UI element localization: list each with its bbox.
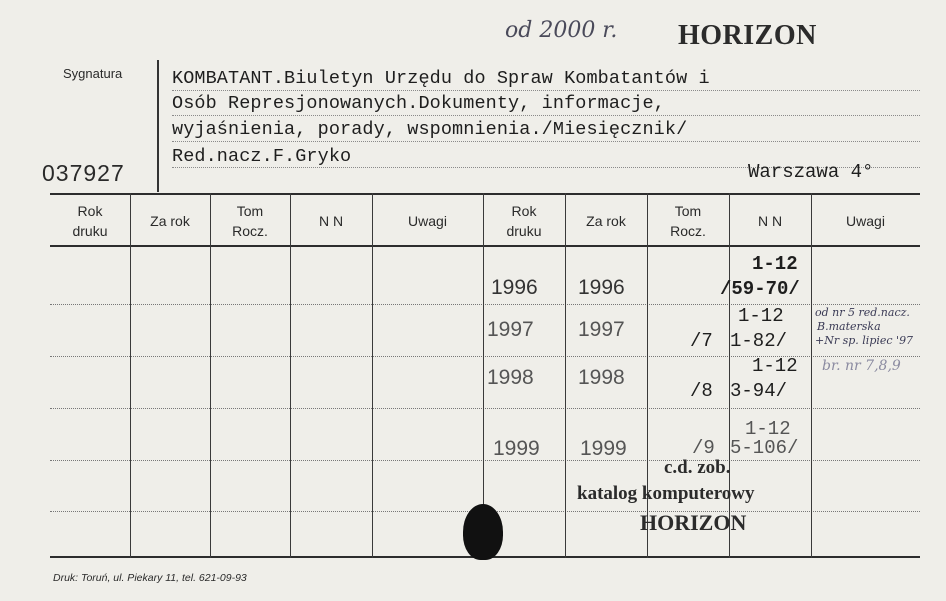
row-1996-nn-top: 1-12 (752, 253, 798, 275)
continuation-line-1: c.d. zob. (664, 457, 731, 478)
header-nn-2: N N (757, 213, 783, 229)
row-1996-rok-druku: 1996 (491, 276, 538, 299)
row-1996-za-rok: 1996 (578, 276, 625, 299)
row-1996-nn-bottom: /59-70/ (720, 278, 800, 300)
row-1999-nn-top: 1-12 (745, 418, 791, 440)
column-divider (565, 193, 566, 558)
row-1997-note-line-2: B.materska (817, 320, 881, 333)
column-divider (372, 193, 373, 558)
table-top-rule (50, 193, 920, 195)
signature-label: Sygnatura (63, 66, 123, 81)
row-1997-rok-druku: 1997 (487, 318, 534, 341)
title-line-4: Red.nacz.F.Gryko (172, 146, 352, 167)
row-1998-za-rok: 1998 (578, 366, 625, 389)
column-divider (130, 193, 131, 558)
title-line-1: KOMBATANT.Biuletyn Urzędu do Spraw Kombatantów i (172, 68, 710, 89)
horizon-stamp-bottom: HORIZON (640, 510, 747, 535)
header-divider (157, 60, 159, 192)
row-1998-tom: /8 (690, 380, 713, 402)
row-1997-note-line-3: +Nr sp. lipiec '97 (815, 334, 914, 347)
price-note: od 2000 r. (505, 18, 618, 43)
title-line-2: Osób Represjonowanych.Dokumenty, informacje, (172, 93, 665, 114)
row-1999-nn-bottom: 5-106/ (730, 437, 799, 459)
title-line-3: wyjaśnienia, porady, wspomnienia./Miesięcznik/ (172, 119, 688, 140)
row-rule (50, 304, 920, 305)
printer-footer: Druk: Toruń, ul. Piekary 11, tel. 621-09-93 (53, 572, 247, 584)
punch-hole (463, 504, 503, 560)
header-za-rok: Za rok (150, 213, 190, 229)
dotted-rule (172, 90, 920, 91)
header-tom-2: Tom Rocz. (670, 203, 706, 239)
row-rule (50, 460, 920, 461)
signature-number: 037927 (42, 160, 125, 186)
header-rok-druku: Rok druku (72, 203, 108, 239)
dotted-rule (172, 141, 920, 142)
row-1997-nn-top: 1-12 (738, 305, 784, 327)
header-tom: Tom Rocz. (232, 203, 268, 239)
table-header-rule (50, 245, 920, 247)
row-1998-rok-druku: 1998 (487, 366, 534, 389)
row-1997-nn-bottom: 1-82/ (730, 330, 788, 352)
row-1997-tom: /7 (690, 330, 713, 352)
row-1998-note: br. nr 7,8,9 (822, 358, 901, 374)
row-1997-note-line-1: od nr 5 red.nacz. (815, 306, 910, 319)
dotted-rule (172, 115, 920, 116)
row-1999-za-rok: 1999 (580, 437, 627, 460)
column-divider (290, 193, 291, 558)
continuation-line-2: katalog komputerowy (577, 483, 755, 504)
horizon-stamp-top: HORIZON (678, 20, 817, 51)
header-rok-druku-2: Rok druku (506, 203, 542, 239)
header-za-rok-2: Za rok (586, 213, 626, 229)
column-divider (210, 193, 211, 558)
row-1999-rok-druku: 1999 (493, 437, 540, 460)
header-nn: N N (318, 213, 344, 229)
column-divider (811, 193, 812, 558)
place-format: Warszawa 4° (748, 161, 874, 183)
row-rule (50, 408, 920, 409)
header-uwagi-2: Uwagi (846, 213, 885, 229)
row-1998-nn-top: 1-12 (752, 355, 798, 377)
row-1997-za-rok: 1997 (578, 318, 625, 341)
row-1999-tom: /9 (692, 437, 715, 459)
header-uwagi: Uwagi (408, 213, 447, 229)
row-1998-nn-bottom: 3-94/ (730, 380, 788, 402)
